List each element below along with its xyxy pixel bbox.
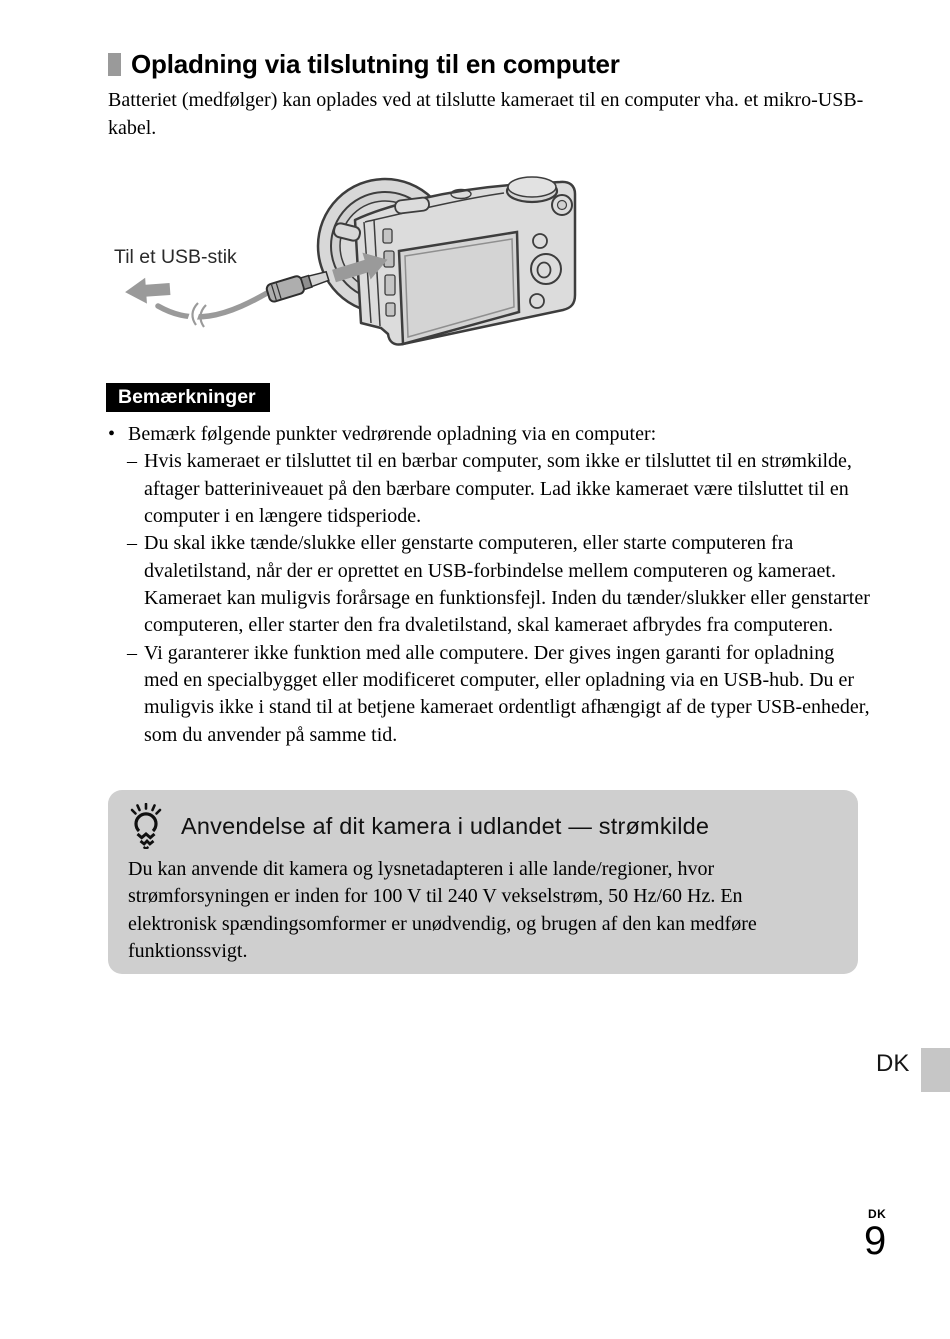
lcd-screen [399, 232, 519, 344]
notes-intro-text: Bemærk følgende punkter vedrørende opladning via en computer: [128, 423, 657, 445]
tip-box [108, 790, 858, 974]
note-item [127, 640, 870, 749]
usb-cable [158, 289, 274, 317]
dash-marker: – [127, 641, 137, 664]
tip-header [128, 803, 816, 849]
camera-figure [112, 173, 627, 369]
left-arrow-icon [124, 276, 171, 305]
page-number-block [864, 1207, 886, 1261]
lightbulb-icon [128, 803, 164, 849]
tip-body: Du kan anvende dit kamera og lysnetadapteren i alle lande/regioner, hvor strømforsyningen er inden for 100 V til 240 V vekselstrøm, 50 Hz/60 Hz. En elektronisk spændingsomformer er unødvendig, og brugen af den kan medføre funktionssvigt. [128, 858, 757, 963]
usb-port [384, 251, 394, 267]
note-item-text: Hvis kameraet er tilsluttet til en bærbar computer, som ikke er tilsluttet til en strømkilde, aftager batteriniveauet på den bærbare computer. Lad ikke kameraet være tilsluttet til en computer i en længere tidsperiode. [144, 450, 852, 528]
camera-illustration [112, 173, 627, 369]
usb-connector-label: Til et USB-stik [114, 246, 237, 268]
language-tab-label: DK [876, 1050, 910, 1077]
tip-title: Anvendelse af dit kamera i udlandet — strømkilde [181, 812, 710, 839]
note-item [127, 448, 870, 530]
note-item-text: Du skal ikke tænde/slukke eller genstarte computeren, eller starte computeren fra dvaletilstand, når der er oprettet en USB-forbindelse mellem computeren og kameraet. Kameraet kan muligvis forårsage en funktionsfejl. Inden du tænder/slukker eller genstarter computeren, eller starter den fra dvaletilstand, skal kameraet afbrydes fra computeren. [144, 532, 870, 637]
intro-paragraph: Batteriet (medfølger) kan oplades ved at tilslutte kameraet til en computer vha. et mikro-USB-kabel. [108, 89, 864, 139]
note-item-text: Vi garanterer ikke funktion med alle computere. Der gives ingen garanti for opladning med en specialbygget eller modificeret computer, eller opladning via en USB-hub. Du er muligvis ikke i stand til at betjene kameraet ordentligt afhængigt af de typer USB-enheder, som du anvender på samme tid. [144, 641, 870, 746]
bullet-marker: • [108, 423, 116, 445]
notes-label: Bemærkninger [106, 383, 270, 412]
dash-marker: – [127, 450, 137, 473]
heading-marker-square [108, 53, 121, 76]
notes-intro-item [108, 421, 870, 448]
notes-list [108, 421, 870, 749]
section-heading [108, 49, 620, 80]
page-language: DK [868, 1207, 887, 1221]
section-heading-text: Opladning via tilslutning til en computer [131, 49, 620, 79]
page-number: 9 [864, 1219, 887, 1263]
language-tab [921, 1048, 950, 1092]
dash-marker: – [127, 532, 137, 555]
note-item [127, 530, 870, 639]
micro-usb-plug [266, 267, 331, 302]
